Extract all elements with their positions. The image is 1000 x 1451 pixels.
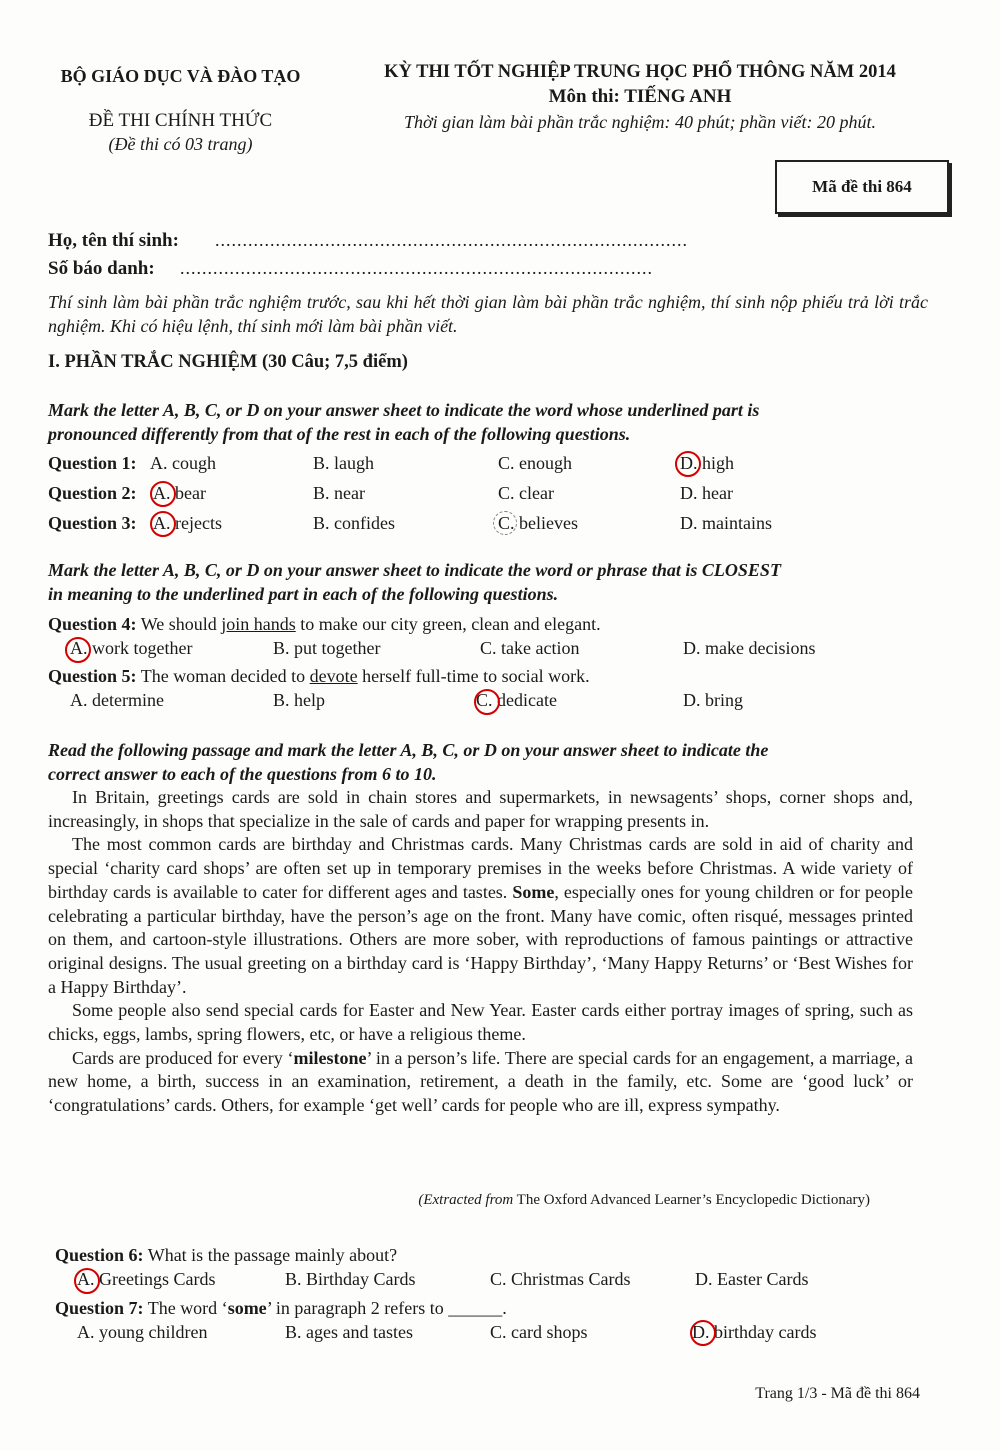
option-d[interactable]: D. hear bbox=[680, 483, 733, 503]
option-b[interactable]: B. laugh bbox=[313, 453, 374, 473]
question-4-options bbox=[48, 638, 940, 664]
passage-source: (Extracted from The Oxford Advanced Learner’s Encyclopedic Dictionary) bbox=[418, 1192, 870, 1208]
time-note: Thời gian làm bài phần trắc nghiệm: 40 phút; phần viết: 20 phút. bbox=[403, 112, 877, 132]
option-b[interactable]: B. help bbox=[273, 690, 325, 710]
option-b[interactable]: B. ages and tastes bbox=[285, 1322, 413, 1342]
question-label: Question 1: bbox=[48, 453, 137, 473]
option-a[interactable]: A. young children bbox=[77, 1322, 208, 1342]
section-c-instruction-2: correct answer to each of the questions from 6 to 10. bbox=[48, 764, 437, 784]
answer-circle-q6 bbox=[74, 1268, 100, 1294]
official-label: ĐỀ THI CHÍNH THỨC bbox=[88, 110, 273, 131]
question-label: Question 5: bbox=[48, 666, 137, 686]
option-c[interactable]: C. enough bbox=[498, 453, 572, 473]
option-d[interactable]: D. Easter Cards bbox=[695, 1269, 809, 1289]
stem-pre: The woman decided to bbox=[140, 666, 310, 686]
option-a[interactable]: A. rejects bbox=[153, 513, 222, 533]
question-label: Question 4: bbox=[48, 614, 137, 634]
answer-circle-q5 bbox=[474, 689, 500, 715]
section-a-instruction-1: Mark the letter A, B, C, or D on your answer sheet to indicate the word whose underlined part is bbox=[48, 400, 760, 420]
exam-code-box bbox=[775, 160, 949, 214]
option-b[interactable]: B. put together bbox=[273, 638, 381, 658]
option-c[interactable]: C. take action bbox=[480, 638, 580, 658]
exam-subject: Môn thi: TIẾNG ANH bbox=[548, 86, 732, 107]
option-c[interactable]: C. card shops bbox=[490, 1322, 588, 1342]
section-1-title: I. PHẦN TRẮC NGHIỆM (30 Câu; 7,5 điểm) bbox=[48, 352, 408, 372]
option-b[interactable]: B. Birthday Cards bbox=[285, 1269, 416, 1289]
stem-underlined: join hands bbox=[221, 614, 296, 634]
question-7-stem bbox=[55, 1298, 507, 1319]
option-a[interactable]: A. determine bbox=[70, 690, 164, 710]
stem-pre: We should bbox=[140, 614, 222, 634]
question-label: Question 2: bbox=[48, 483, 137, 503]
ministry-name: BỘ GIÁO DỤC VÀ ĐÀO TẠO bbox=[60, 66, 301, 86]
answer-circle-q4 bbox=[65, 637, 91, 663]
question-7-options bbox=[55, 1322, 940, 1348]
answer-circle-q2 bbox=[150, 481, 176, 507]
stem-pre: The word ‘ bbox=[147, 1298, 228, 1318]
option-d[interactable]: D. high bbox=[680, 453, 734, 473]
paragraph-3: Some people also send special cards for Easter and New Year. Easter cards either portray images of spring, such as chicks, eggs, lambs, spring flowers, etc, or have a religious theme. bbox=[48, 1000, 913, 1045]
exam-instructions: Thí sinh làm bài phần trắc nghiệm trước, sau khi hết thời gian làm bài phần trắc nghiệm, thí sinh nộp phiếu trả lời trắc nghiệm. Khi có hiệu lệnh, thí sinh mới làm bài phần viết. bbox=[48, 292, 928, 336]
question-5-stem bbox=[48, 666, 590, 687]
question-label: Question 3: bbox=[48, 513, 137, 533]
option-d[interactable]: D. bring bbox=[683, 690, 743, 710]
question-6-stem bbox=[55, 1245, 397, 1266]
section-b-instruction-1: Mark the letter A, B, C, or D on your answer sheet to indicate the word or phrase that is CLOSEST bbox=[48, 560, 781, 580]
option-c[interactable]: C. clear bbox=[498, 483, 554, 503]
reading-passage bbox=[48, 786, 913, 1118]
question-label: Question 7: bbox=[55, 1298, 144, 1318]
option-d[interactable]: D. birthday cards bbox=[692, 1322, 817, 1342]
section-a-instruction-2: pronounced differently from that of the rest in each of the following questions. bbox=[48, 424, 631, 444]
exam-title: KỲ THI TỐT NGHIỆP TRUNG HỌC PHỔ THÔNG NĂM 2014 bbox=[384, 62, 896, 82]
answer-circle-q1 bbox=[675, 451, 701, 477]
option-c[interactable]: C. believes bbox=[498, 513, 578, 533]
stem-post: ’ in paragraph 2 refers to ______. bbox=[266, 1298, 507, 1318]
answer-circle-q3 bbox=[150, 511, 176, 537]
option-a[interactable]: A. bear bbox=[153, 483, 206, 503]
question-1-row bbox=[48, 453, 940, 479]
question-2-row bbox=[48, 483, 940, 509]
option-b[interactable]: B. near bbox=[313, 483, 365, 503]
question-label: Question 6: bbox=[55, 1245, 144, 1265]
option-a[interactable]: A. Greetings Cards bbox=[77, 1269, 216, 1289]
section-b-instruction-2: in meaning to the underlined part in each of the following questions. bbox=[48, 584, 559, 604]
option-c[interactable]: C. dedicate bbox=[476, 690, 557, 710]
stem-bold: some bbox=[227, 1298, 267, 1318]
section-c-instruction-1: Read the following passage and mark the letter A, B, C, or D on your answer sheet to indicate the bbox=[48, 740, 769, 760]
stem-underlined: devote bbox=[309, 666, 358, 686]
page-footer: Trang 1/3 - Mã đề thi 864 bbox=[755, 1385, 920, 1402]
stem-post: herself full-time to social work. bbox=[357, 666, 590, 686]
option-d[interactable]: D. maintains bbox=[680, 513, 772, 533]
paragraph-4: Cards are produced for every ‘milestone’ in a person’s life. There are special cards for an engagement, a marriage, a new home, a birth, success in an examination, retirement, a death in the family, etc. Some are ‘good luck’ or ‘congratulations’ cards. Others, for example ‘get well’ cards for people who are ill, express sympathy. bbox=[48, 1047, 913, 1116]
option-a[interactable]: A. cough bbox=[150, 453, 216, 473]
option-a[interactable]: A. work together bbox=[70, 638, 193, 658]
stem-text: What is the passage mainly about? bbox=[147, 1245, 398, 1265]
paragraph-1: In Britain, greetings cards are sold in chain stores and supermarkets, in newsagents’ shops, corner shops and, increasingly, in shops that specialize in the sale of cards and paper for wrapping presents in. bbox=[48, 787, 913, 831]
candidate-name-label: Họ, tên thí sinh: bbox=[48, 230, 179, 251]
option-d[interactable]: D. make decisions bbox=[683, 638, 816, 658]
option-b[interactable]: B. confides bbox=[313, 513, 395, 533]
candidate-id-dots: ...................................................................................... bbox=[180, 258, 653, 278]
exam-code: Mã đề thi 864 bbox=[812, 177, 912, 196]
answer-circle-q7 bbox=[690, 1320, 716, 1346]
candidate-id-label: Số báo danh: bbox=[48, 258, 155, 279]
stem-post: to make our city green, clean and elegant. bbox=[295, 614, 601, 634]
paragraph-2: The most common cards are birthday and Christmas cards. Many Christmas cards are sold in aid of charity and special ‘charity card shops’ are often set up in temporary premises in the weeks before Christmas. A wide variety of birthday cards is available to cater for different ages and tastes. Some, especially ones for young children or for people celebrating a particular birthday, have the person’s age on the front. Many have comic, often risqué, messages printed on them, and cartoon-style illustrations. Others are more sober, with reproductions of famous paintings or attractive original designs. The usual greeting on a birthday card is ‘Happy Birthday’, ‘Many Happy Returns’ or ‘Best Wishes for a Happy Birthday’. bbox=[48, 834, 913, 997]
question-4-stem bbox=[48, 614, 601, 635]
pages-note: (Đề thi có 03 trang) bbox=[108, 134, 253, 154]
candidate-name-dots: ...................................................................................... bbox=[215, 230, 688, 250]
question-6-options bbox=[55, 1269, 940, 1295]
option-c[interactable]: C. Christmas Cards bbox=[490, 1269, 631, 1289]
erased-circle-q3 bbox=[493, 511, 517, 535]
